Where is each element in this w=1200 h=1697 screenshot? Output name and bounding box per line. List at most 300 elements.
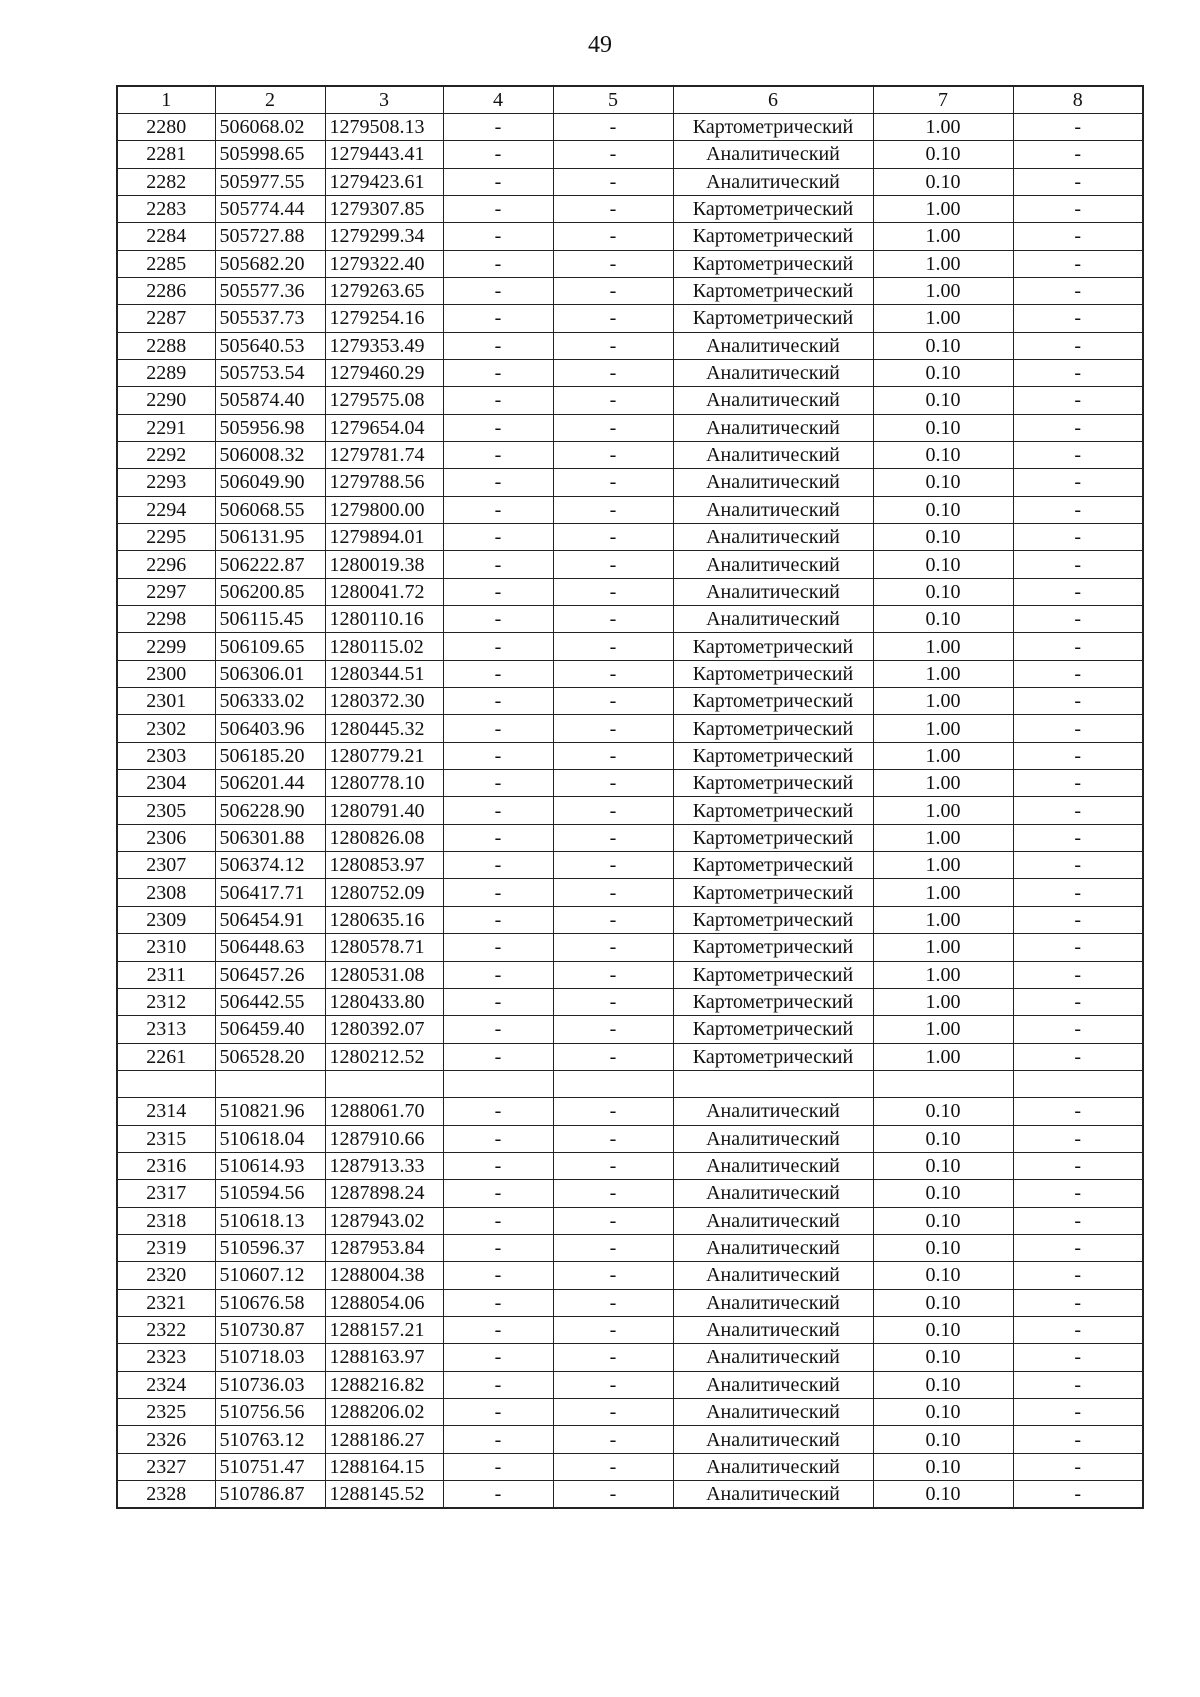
table-cell: 510618.13 (215, 1207, 325, 1234)
table-cell: - (1013, 223, 1143, 250)
table-cell: 1280445.32 (325, 715, 443, 742)
table-cell: - (443, 551, 553, 578)
table-cell: 1.00 (873, 305, 1013, 332)
table-row (117, 1016, 1143, 1043)
table-cell: Картометрический (673, 223, 873, 250)
table-cell: 0.10 (873, 1098, 1013, 1125)
table-cell: 0.10 (873, 1180, 1013, 1207)
table-cell: - (553, 551, 673, 578)
table-cell: 1288216.82 (325, 1371, 443, 1398)
table-cell: 0.10 (873, 1289, 1013, 1316)
table-cell: 1280826.08 (325, 824, 443, 851)
table-cell: 506528.20 (215, 1043, 325, 1070)
table-cell: 506457.26 (215, 961, 325, 988)
table-cell: 506459.40 (215, 1016, 325, 1043)
table-cell: Картометрический (673, 250, 873, 277)
table-cell: - (553, 141, 673, 168)
table-cell: 1279254.16 (325, 305, 443, 332)
table-cell: - (553, 496, 673, 523)
table-cell: - (1013, 441, 1143, 468)
table-row (117, 1481, 1143, 1508)
table-cell: - (443, 1016, 553, 1043)
table-cell: - (1013, 578, 1143, 605)
column-header-2: 2 (215, 86, 325, 113)
table-row (117, 988, 1143, 1015)
table-cell: 1279575.08 (325, 387, 443, 414)
table-cell: - (553, 1152, 673, 1179)
table-cell (325, 1070, 443, 1097)
table-cell: 0.10 (873, 578, 1013, 605)
table-cell: Аналитический (673, 332, 873, 359)
table-cell: - (443, 469, 553, 496)
table-cell: 2313 (117, 1016, 215, 1043)
table-cell: - (443, 688, 553, 715)
table-cell: - (553, 1453, 673, 1480)
table-cell: 1279423.61 (325, 168, 443, 195)
table-cell: - (553, 223, 673, 250)
table-cell: 1288163.97 (325, 1344, 443, 1371)
table-row (117, 934, 1143, 961)
table-cell: Аналитический (673, 1426, 873, 1453)
table-cell (117, 1070, 215, 1097)
table-cell: 2292 (117, 441, 215, 468)
table-cell: 1.00 (873, 195, 1013, 222)
table-cell: 506448.63 (215, 934, 325, 961)
table-cell: - (443, 387, 553, 414)
table-cell: - (1013, 1180, 1143, 1207)
table-cell: 2304 (117, 770, 215, 797)
table-row (117, 852, 1143, 879)
table-cell: - (1013, 1426, 1143, 1453)
table-cell: 510763.12 (215, 1426, 325, 1453)
table-cell: 506301.88 (215, 824, 325, 851)
table-row (117, 1371, 1143, 1398)
table-cell: 510618.04 (215, 1125, 325, 1152)
table-cell: Картометрический (673, 934, 873, 961)
table-cell: 506049.90 (215, 469, 325, 496)
table-cell: - (553, 742, 673, 769)
table-cell: - (443, 359, 553, 386)
table-cell: 2317 (117, 1180, 215, 1207)
table-cell: - (1013, 715, 1143, 742)
table-row (117, 1262, 1143, 1289)
table-cell: - (553, 1481, 673, 1508)
table-cell: 506306.01 (215, 660, 325, 687)
table-cell: Аналитический (673, 1289, 873, 1316)
table-cell: - (1013, 797, 1143, 824)
table-cell: - (1013, 1316, 1143, 1343)
table-cell: Картометрический (673, 852, 873, 879)
table-cell: 510596.37 (215, 1234, 325, 1261)
table-cell: 1280344.51 (325, 660, 443, 687)
table-cell: Аналитический (673, 1152, 873, 1179)
table-cell: - (553, 906, 673, 933)
table-cell: 1288054.06 (325, 1289, 443, 1316)
table-cell: 510607.12 (215, 1262, 325, 1289)
table-cell: - (443, 1289, 553, 1316)
table-cell: 506228.90 (215, 797, 325, 824)
table-cell: 510594.56 (215, 1180, 325, 1207)
table-cell: - (443, 113, 553, 140)
table-cell: - (443, 852, 553, 879)
table-cell: - (443, 141, 553, 168)
table-cell: 0.10 (873, 1152, 1013, 1179)
table-cell: - (553, 1399, 673, 1426)
table-cell: 0.10 (873, 1481, 1013, 1508)
table-cell: - (1013, 1207, 1143, 1234)
table-cell: Картометрический (673, 688, 873, 715)
table-cell: 506131.95 (215, 524, 325, 551)
table-cell: - (553, 1262, 673, 1289)
table-header-row (117, 86, 1143, 113)
table-cell: Аналитический (673, 168, 873, 195)
table-cell: 1279654.04 (325, 414, 443, 441)
table-cell: 2316 (117, 1152, 215, 1179)
table-cell: - (553, 824, 673, 851)
table-row (117, 1399, 1143, 1426)
table-cell: - (553, 305, 673, 332)
table-cell: 0.10 (873, 606, 1013, 633)
table-cell: 1.00 (873, 1016, 1013, 1043)
table-cell: 0.10 (873, 414, 1013, 441)
table-cell: - (443, 1207, 553, 1234)
table-row (117, 551, 1143, 578)
table-cell: - (1013, 332, 1143, 359)
table-cell: 2309 (117, 906, 215, 933)
table-cell: - (1013, 1234, 1143, 1261)
table-cell: - (1013, 1043, 1143, 1070)
table-cell: 506109.65 (215, 633, 325, 660)
table-cell: Аналитический (673, 1344, 873, 1371)
table-cell: 506201.44 (215, 770, 325, 797)
table-cell: - (553, 660, 673, 687)
table-cell: 0.10 (873, 524, 1013, 551)
table-cell: Аналитический (673, 141, 873, 168)
table-cell: - (1013, 1125, 1143, 1152)
table-cell: 1280019.38 (325, 551, 443, 578)
table-cell: 1287913.33 (325, 1152, 443, 1179)
table-cell: 2288 (117, 332, 215, 359)
column-header-3: 3 (325, 86, 443, 113)
table-cell: 2321 (117, 1289, 215, 1316)
table-cell: - (553, 1180, 673, 1207)
table-cell: 0.10 (873, 551, 1013, 578)
table-row (117, 305, 1143, 332)
table-cell: Картометрический (673, 660, 873, 687)
table-cell: 1280372.30 (325, 688, 443, 715)
table-cell: - (553, 1426, 673, 1453)
table-cell: - (1013, 1371, 1143, 1398)
table-cell: Аналитический (673, 1453, 873, 1480)
table-cell: - (1013, 1262, 1143, 1289)
table-cell: Картометрический (673, 797, 873, 824)
table-cell: Картометрический (673, 277, 873, 304)
table-cell: 1.00 (873, 879, 1013, 906)
table-cell: - (1013, 496, 1143, 523)
table-cell: Аналитический (673, 551, 873, 578)
table-cell (553, 1070, 673, 1097)
table-cell: 1279307.85 (325, 195, 443, 222)
table-cell: - (553, 1344, 673, 1371)
table-cell: - (443, 524, 553, 551)
table-cell: 1.00 (873, 113, 1013, 140)
table-cell: 1287953.84 (325, 1234, 443, 1261)
table-cell: 1.00 (873, 988, 1013, 1015)
table-cell: Аналитический (673, 1234, 873, 1261)
table-cell: - (443, 660, 553, 687)
table-row (117, 633, 1143, 660)
table-cell (215, 1070, 325, 1097)
table-cell: 1279322.40 (325, 250, 443, 277)
table-cell: - (443, 1371, 553, 1398)
table-cell: - (1013, 1453, 1143, 1480)
table-cell: - (553, 715, 673, 742)
table-cell: 2307 (117, 852, 215, 879)
table-cell: 2326 (117, 1426, 215, 1453)
table-cell: 0.10 (873, 469, 1013, 496)
table-cell: - (553, 359, 673, 386)
table-cell: 2299 (117, 633, 215, 660)
table-cell: 0.10 (873, 1262, 1013, 1289)
table-cell: 2305 (117, 797, 215, 824)
table-row (117, 879, 1143, 906)
table-cell: 2298 (117, 606, 215, 633)
table-cell: 2297 (117, 578, 215, 605)
table-cell: 1.00 (873, 906, 1013, 933)
table-cell: 1280578.71 (325, 934, 443, 961)
table-cell: - (443, 1180, 553, 1207)
table-cell: 2289 (117, 359, 215, 386)
table-cell: 506068.55 (215, 496, 325, 523)
table-cell: 1288061.70 (325, 1098, 443, 1125)
table-cell: 1.00 (873, 770, 1013, 797)
table-cell: - (1013, 852, 1143, 879)
table-cell: Аналитический (673, 1399, 873, 1426)
table-cell: 1.00 (873, 934, 1013, 961)
table-cell: 506417.71 (215, 879, 325, 906)
table-row (117, 961, 1143, 988)
table-row (117, 141, 1143, 168)
table-cell (1013, 1070, 1143, 1097)
table-cell: - (1013, 113, 1143, 140)
table-row (117, 715, 1143, 742)
table-row (117, 1043, 1143, 1070)
table-cell: 2301 (117, 688, 215, 715)
table-cell: 1288004.38 (325, 1262, 443, 1289)
table-row (117, 1098, 1143, 1125)
table-cell: Картометрический (673, 113, 873, 140)
table-cell: 2284 (117, 223, 215, 250)
table-row (117, 223, 1143, 250)
table-cell: 506068.02 (215, 113, 325, 140)
table-cell: 1.00 (873, 1043, 1013, 1070)
table-cell: 1280115.02 (325, 633, 443, 660)
table-cell: - (1013, 1399, 1143, 1426)
table-cell: - (443, 961, 553, 988)
table-cell: 2280 (117, 113, 215, 140)
table-cell: 2302 (117, 715, 215, 742)
table-cell: - (1013, 688, 1143, 715)
table-cell: 1279460.29 (325, 359, 443, 386)
table-cell: 2281 (117, 141, 215, 168)
column-header-4: 4 (443, 86, 553, 113)
table-cell: 2291 (117, 414, 215, 441)
table-cell: - (553, 195, 673, 222)
table-row (117, 1180, 1143, 1207)
table-cell: 505682.20 (215, 250, 325, 277)
table-cell: 1.00 (873, 660, 1013, 687)
table-row (117, 606, 1143, 633)
table-cell: 0.10 (873, 441, 1013, 468)
table-cell: 1279894.01 (325, 524, 443, 551)
table-cell: Аналитический (673, 414, 873, 441)
table-cell: 510786.87 (215, 1481, 325, 1508)
table-cell: - (1013, 250, 1143, 277)
table-cell: 2308 (117, 879, 215, 906)
table-cell: - (553, 441, 673, 468)
table-cell: - (443, 988, 553, 1015)
table-cell: 2300 (117, 660, 215, 687)
table-cell: - (1013, 1344, 1143, 1371)
column-header-6: 6 (673, 86, 873, 113)
table-cell: Аналитический (673, 1371, 873, 1398)
table-cell: 1288206.02 (325, 1399, 443, 1426)
table-cell: Картометрический (673, 879, 873, 906)
table-cell (673, 1070, 873, 1097)
table-cell: 2322 (117, 1316, 215, 1343)
table-row (117, 824, 1143, 851)
table-cell: Картометрический (673, 770, 873, 797)
table-cell: Аналитический (673, 469, 873, 496)
table-cell: 1280212.52 (325, 1043, 443, 1070)
table-cell: - (553, 1207, 673, 1234)
table-cell: - (553, 934, 673, 961)
table-cell: Картометрический (673, 305, 873, 332)
table-cell: 0.10 (873, 1125, 1013, 1152)
table-cell: - (443, 1262, 553, 1289)
table-cell: 1280778.10 (325, 770, 443, 797)
table-cell: 1287910.66 (325, 1125, 443, 1152)
table-row (117, 113, 1143, 140)
table-cell: Аналитический (673, 359, 873, 386)
table-cell: 1.00 (873, 852, 1013, 879)
table-cell: - (1013, 387, 1143, 414)
table-cell: 1.00 (873, 250, 1013, 277)
table-cell: - (1013, 906, 1143, 933)
table-cell: 506185.20 (215, 742, 325, 769)
table-cell: 0.10 (873, 168, 1013, 195)
table-cell: 506200.85 (215, 578, 325, 605)
table-cell: - (553, 332, 673, 359)
table-cell: 2324 (117, 1371, 215, 1398)
table-cell: - (553, 387, 673, 414)
table-cell: 0.10 (873, 1207, 1013, 1234)
table-body (117, 113, 1143, 1508)
table-cell: 505753.54 (215, 359, 325, 386)
table-row (117, 1426, 1143, 1453)
table-cell: - (553, 797, 673, 824)
page-number: 49 (588, 32, 612, 58)
table-cell: - (553, 633, 673, 660)
table-cell: - (1013, 277, 1143, 304)
table-cell: - (553, 852, 673, 879)
table-cell: - (443, 879, 553, 906)
table-cell: 0.10 (873, 1234, 1013, 1261)
table-cell: - (1013, 1152, 1143, 1179)
table-cell: - (443, 578, 553, 605)
table-cell: Аналитический (673, 578, 873, 605)
table-cell: - (443, 742, 553, 769)
table-cell: 505640.53 (215, 332, 325, 359)
table-cell: 2327 (117, 1453, 215, 1480)
table-row (117, 414, 1143, 441)
table-row (117, 1316, 1143, 1343)
table-cell: - (553, 1043, 673, 1070)
table-cell: 2328 (117, 1481, 215, 1508)
table-cell: 506403.96 (215, 715, 325, 742)
table-cell: 0.10 (873, 1344, 1013, 1371)
table-cell: - (553, 113, 673, 140)
table-cell: - (553, 1098, 673, 1125)
table-row (117, 1344, 1143, 1371)
table-cell: 0.10 (873, 1371, 1013, 1398)
table-cell: 505774.44 (215, 195, 325, 222)
table-cell: - (553, 961, 673, 988)
table-cell (443, 1070, 553, 1097)
table-cell: - (553, 250, 673, 277)
table-cell: - (443, 1399, 553, 1426)
table-cell: 1279263.65 (325, 277, 443, 304)
table-cell: 510730.87 (215, 1316, 325, 1343)
table-cell: 1.00 (873, 688, 1013, 715)
table-cell: - (443, 195, 553, 222)
table-cell: - (443, 1316, 553, 1343)
table-cell: 510736.03 (215, 1371, 325, 1398)
coordinates-table (116, 85, 1144, 1509)
table-cell: Картометрический (673, 824, 873, 851)
table-cell: Аналитический (673, 1180, 873, 1207)
table-cell: 510676.58 (215, 1289, 325, 1316)
table-cell: Картометрический (673, 988, 873, 1015)
table-row (117, 797, 1143, 824)
table-cell: - (553, 988, 673, 1015)
table-cell: 1280110.16 (325, 606, 443, 633)
table-cell: - (1013, 742, 1143, 769)
table-cell: - (443, 496, 553, 523)
table-cell: 1.00 (873, 223, 1013, 250)
table-row (117, 578, 1143, 605)
table-cell: 1.00 (873, 633, 1013, 660)
table-cell: - (1013, 606, 1143, 633)
table-cell: - (553, 1316, 673, 1343)
table-cell (873, 1070, 1013, 1097)
table-cell: 0.10 (873, 1426, 1013, 1453)
table-row (117, 660, 1143, 687)
table-cell: - (553, 879, 673, 906)
table-cell: Картометрический (673, 633, 873, 660)
table-cell: - (443, 277, 553, 304)
table-cell: - (1013, 414, 1143, 441)
table-cell: 510821.96 (215, 1098, 325, 1125)
table-cell: - (443, 1098, 553, 1125)
table-cell: Аналитический (673, 1207, 873, 1234)
table-cell: - (1013, 1481, 1143, 1508)
table-cell: 1.00 (873, 742, 1013, 769)
table-cell: - (443, 305, 553, 332)
table-cell: 1279800.00 (325, 496, 443, 523)
table-row (117, 250, 1143, 277)
table-cell: - (1013, 879, 1143, 906)
